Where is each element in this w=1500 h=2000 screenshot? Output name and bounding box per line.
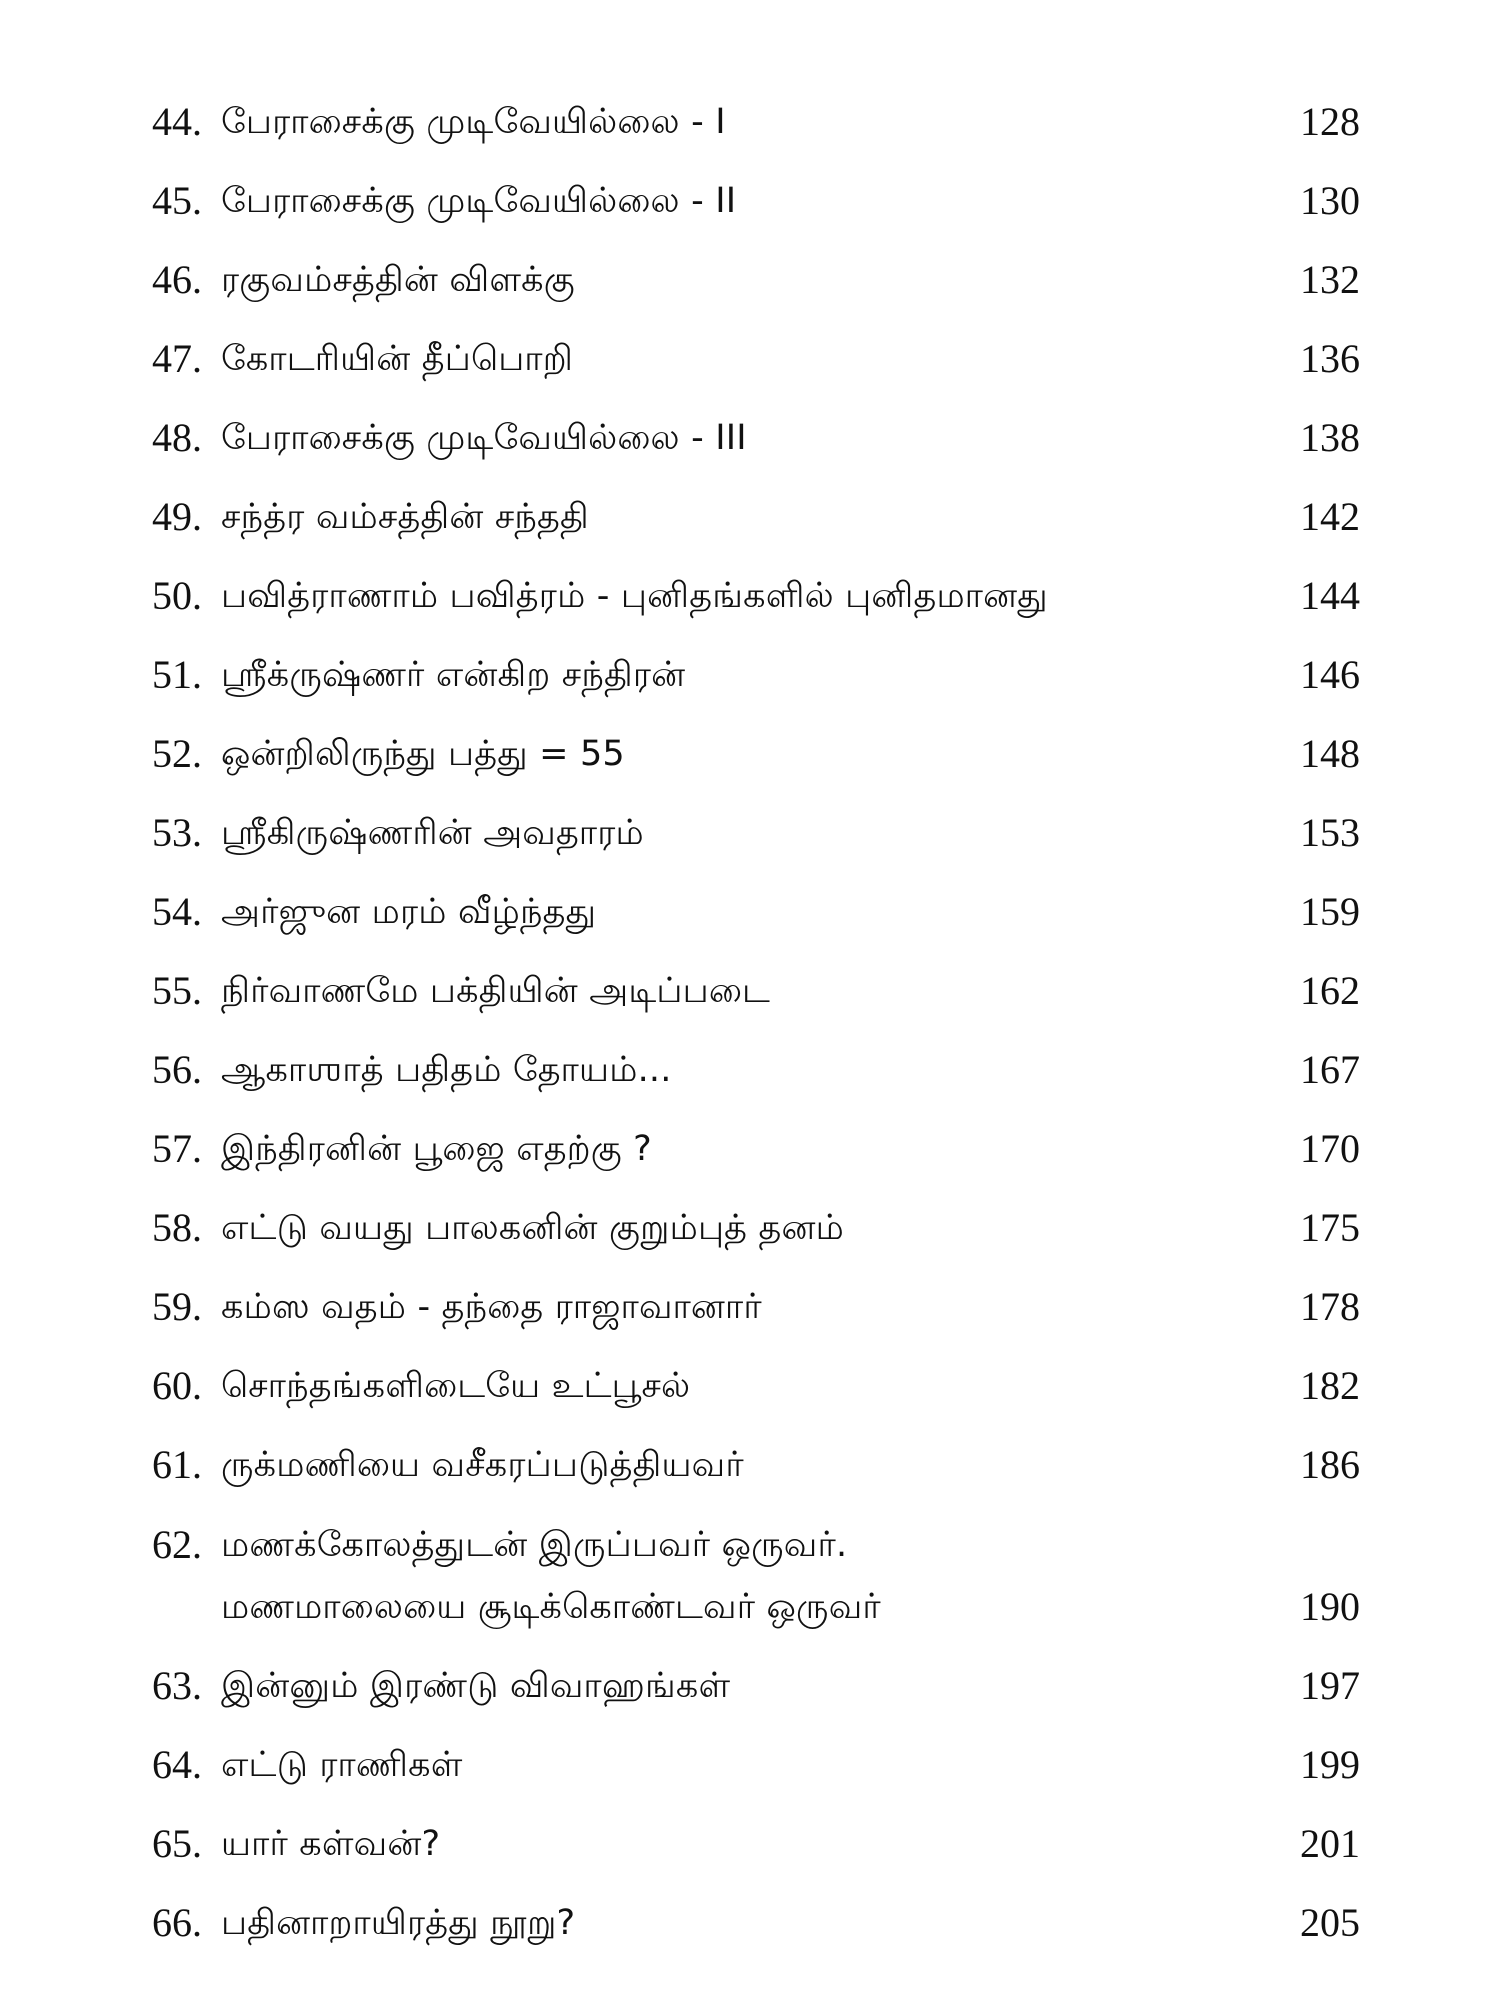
entry-title: எட்டு வயது பாலகனின் குறும்புத் தனம்	[221, 1208, 845, 1248]
entry-title-line-1: மணக்கோலத்துடன் இருப்பவர் ஒருவர்.	[221, 1525, 848, 1565]
entry-page: 138	[1300, 415, 1360, 460]
entry-page: 199	[1300, 1742, 1360, 1787]
entry-title: ஒன்றிலிருந்து பத்து = 55	[221, 734, 625, 774]
entry-number: 61.	[152, 1442, 202, 1487]
entry-number: 57.	[152, 1126, 202, 1171]
entry-number: 49.	[152, 494, 202, 539]
entry-page: 148	[1300, 731, 1360, 776]
entry-number: 46.	[152, 257, 202, 302]
entry-number: 45.	[152, 178, 202, 223]
entry-title: யார் கள்வன்?	[221, 1824, 441, 1864]
entry-title-line-2: மணமாலையை சூடிக்கொண்டவர் ஒருவர்	[221, 1587, 881, 1627]
entry-page: 186	[1300, 1442, 1360, 1487]
entry-page: 201	[1300, 1821, 1360, 1866]
entry-title	[221, 1521, 1221, 1645]
entry-page: 178	[1300, 1284, 1360, 1329]
entry-number: 66.	[152, 1900, 202, 1945]
entry-page: 130	[1300, 178, 1360, 223]
entry-number: 64.	[152, 1742, 202, 1787]
entry-page: 205	[1300, 1900, 1360, 1945]
entry-number: 62.	[152, 1522, 202, 1567]
entry-title: ஸ்ரீக்ருஷ்ணர் என்கிற சந்திரன்	[221, 655, 686, 695]
entry-page: 167	[1300, 1047, 1360, 1092]
entry-title: அர்ஜுன மரம் வீழ்ந்தது	[221, 892, 597, 932]
entry-title: கோடரியின் தீப்பொறி	[221, 339, 574, 379]
entry-page: 144	[1300, 573, 1360, 618]
entry-title: ஸ்ரீகிருஷ்ணரின் அவதாரம்	[221, 813, 644, 853]
entry-page: 136	[1300, 336, 1360, 381]
entry-title: இந்திரனின் பூஜை எதற்கு ?	[221, 1129, 652, 1169]
entry-title: இன்னும் இரண்டு விவாஹங்கள்	[221, 1666, 731, 1706]
entry-title: ரகுவம்சத்தின் விளக்கு	[221, 260, 575, 300]
entry-page: 197	[1300, 1663, 1360, 1708]
entry-title: பேராசைக்கு முடிவேயில்லை - III	[221, 418, 747, 458]
entry-number: 51.	[152, 652, 202, 697]
entry-title: பதினாறாயிரத்து நூறு?	[221, 1903, 576, 1943]
entry-number: 53.	[152, 810, 202, 855]
entry-number: 55.	[152, 968, 202, 1013]
entry-title: சந்த்ர வம்சத்தின் சந்ததி	[221, 497, 589, 537]
entry-number: 50.	[152, 573, 202, 618]
entry-page: 159	[1300, 889, 1360, 934]
entry-title: ஆகாஶாத் பதிதம் தோயம்...	[221, 1050, 672, 1090]
entry-number: 52.	[152, 731, 202, 776]
entry-title: பேராசைக்கு முடிவேயில்லை - II	[221, 181, 737, 221]
entry-page: 190	[1300, 1584, 1360, 1629]
entry-number: 56.	[152, 1047, 202, 1092]
entry-page: 162	[1300, 968, 1360, 1013]
entry-number: 44.	[152, 99, 202, 144]
entry-number: 65.	[152, 1821, 202, 1866]
entry-title: கம்ஸ வதம் - தந்தை ராஜாவானார்	[221, 1287, 762, 1327]
entry-title: ருக்மணியை வசீகரப்படுத்தியவர்	[221, 1445, 744, 1485]
entry-number: 48.	[152, 415, 202, 460]
entry-number: 59.	[152, 1284, 202, 1329]
entry-number: 60.	[152, 1363, 202, 1408]
entry-page: 128	[1300, 99, 1360, 144]
entry-number: 58.	[152, 1205, 202, 1250]
entry-title: நிர்வாணமே பக்தியின் அடிப்படை	[221, 971, 771, 1011]
entry-number: 47.	[152, 336, 202, 381]
entry-page: 170	[1300, 1126, 1360, 1171]
entry-title: பவித்ராணாம் பவித்ரம் - புனிதங்களில் புனிதமானது	[221, 576, 1048, 616]
entry-page: 153	[1300, 810, 1360, 855]
entry-title: சொந்தங்களிடையே உட்பூசல்	[221, 1366, 691, 1406]
entry-page: 182	[1300, 1363, 1360, 1408]
entry-page: 175	[1300, 1205, 1360, 1250]
entry-page: 132	[1300, 257, 1360, 302]
entry-page: 146	[1300, 652, 1360, 697]
entry-title: பேராசைக்கு முடிவேயில்லை - I	[221, 102, 726, 142]
entry-number: 63.	[152, 1663, 202, 1708]
entry-number: 54.	[152, 889, 202, 934]
entry-page: 142	[1300, 494, 1360, 539]
entry-title: எட்டு ராணிகள்	[221, 1745, 463, 1785]
